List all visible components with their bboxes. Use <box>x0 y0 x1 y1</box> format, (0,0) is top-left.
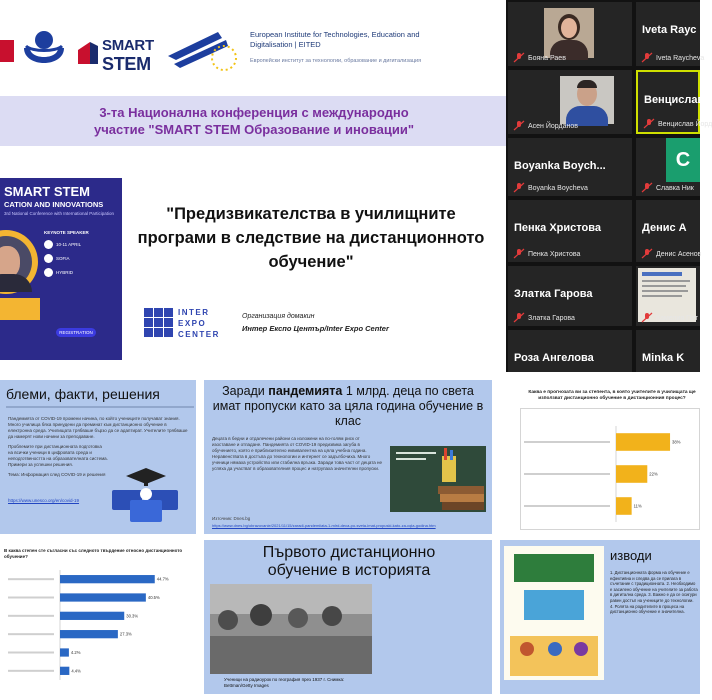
survey-question: Каква е прогнозата ви за степента, в която учителите в училищата ще използват дистанционно обучение в дистанционния процес? <box>528 390 696 401</box>
eitec-name: European Institute for Technologies, Education and Digitalisation | EITED <box>250 30 420 49</box>
poster-title: SMART STEM <box>4 184 90 199</box>
hair <box>577 80 597 88</box>
doc-line <box>642 280 690 282</box>
agreement-bar-chart <box>4 566 192 690</box>
slide-paragraph: Тема: Информация след COVID-19 и решения <box>8 472 106 477</box>
book <box>440 494 484 502</box>
category-label-placeholder <box>8 633 54 635</box>
book <box>438 486 484 494</box>
bar-value-label: 40.5% <box>147 595 160 600</box>
slide-body: Децата в бедни и отдалечени райони са изложени на по-голям риск от изоставане и отпадане. Пандемията от COVID-19 предизвика загуба в обучението, която е приблизително еквивалентна на цяла учебна година. Неравенствата в достъпа до технологии и интернет се задълбочиха. Много ученици нямаха устройство или стабилна връзка. Заради това част от децата не успяха да участват в образователния процес и натрупаха значителни пропуски. <box>212 436 383 471</box>
bar-value-label: 30.3% <box>126 613 139 619</box>
bar <box>60 612 124 620</box>
bar-value-label: 11% <box>633 503 642 509</box>
mic-muted-icon <box>644 119 654 128</box>
participant-name: Асен Йорданов <box>528 123 578 130</box>
inter-expo-logo <box>144 306 222 342</box>
slide-problems-facts-solutions <box>0 380 196 534</box>
mic-muted-icon <box>642 183 652 192</box>
participant-name: Златка Гарова <box>528 315 575 322</box>
category-label-placeholder <box>524 473 610 475</box>
slide-first-distance-learning <box>204 540 492 694</box>
conference-title-line1: 3-та Национална конференция с международно <box>99 105 409 120</box>
slide-paragraph: Пандемията от COVID-19 промени начина, по който учениците получават знания. Много училища бяха принудени да преминат към дистанционно обучение в електронна среда. Училищата трябваше бързо да се адаптират. Учителите трябваше да намерят нови начини за преподаване. <box>8 416 188 439</box>
location-icon <box>44 254 53 263</box>
mic-muted-icon <box>642 53 652 62</box>
participant-tile-active-speaker[interactable] <box>636 70 712 134</box>
slide-title: блеми, факти, решения <box>6 386 160 402</box>
mic-muted-icon <box>514 313 524 322</box>
category-label-placeholder <box>8 670 54 672</box>
slide-pandemic <box>204 380 492 534</box>
participant-display-name: Minka K <box>642 352 685 364</box>
conference-title-line2: участие "SMART STEM Образование и иновации" <box>93 122 415 137</box>
chalk-line <box>396 458 426 460</box>
photo-table <box>210 636 372 674</box>
chalk-line <box>396 452 436 454</box>
bar <box>60 593 146 601</box>
cartoon-pupil <box>548 642 562 656</box>
participant-name: Iveta Raycheva <box>656 55 705 62</box>
survey-question: В каква степен сте съгласни със следното твърдение относно дистанционното обучение? <box>4 548 183 559</box>
classroom-cartoon <box>504 546 604 680</box>
category-label-placeholder <box>524 441 610 443</box>
inter-expo-word: CENTER <box>178 330 220 339</box>
poster-tagline: 3rd National Conference with International Participation <box>4 211 115 216</box>
slide-link[interactable]: https://www.unesco.org/en/covid-19 <box>8 498 80 503</box>
photo-caption: Ученици на радиоурок по география през 1937 г. Снимка: Bettman/Getty Images <box>224 677 345 688</box>
university-logo-icon <box>22 26 66 74</box>
smart-stem-logo <box>78 34 154 74</box>
bar-value-label: 4.4% <box>71 668 81 674</box>
inter-expo-word: INTER <box>178 308 210 317</box>
logo-row <box>0 22 508 82</box>
slide-title <box>212 384 484 429</box>
slide-body: 1. Дистанционната форма на обучение е ефективна и следва да се прилага в съчетание с традиционната. 2. Необходимо е засилено обучение на учителите за работа в дигитална среда. 3. Важно е да се осигури равен достъп на учениците до технологии. 4. Ролята на родителите в процеса на дистанционно обучение е значителна. <box>610 570 698 615</box>
participant-avatar-initial: С <box>666 138 700 182</box>
bar <box>616 433 670 451</box>
cartoon-pupil <box>520 642 534 656</box>
slide-survey-forecast <box>500 380 700 534</box>
participant-tile[interactable] <box>508 2 632 66</box>
video-call-gallery <box>506 0 712 372</box>
participant-display-name: Златка Гарова <box>514 288 593 300</box>
participant-display-name: Пенка Христова <box>514 222 601 234</box>
participant-name: Boyanka Boycheva <box>528 185 588 192</box>
conference-title <box>0 104 508 138</box>
inter-expo-grid-icon <box>144 308 174 338</box>
book <box>442 502 484 510</box>
doc-heading <box>642 272 682 276</box>
talk-title: "Предизвикателства в училищните програми в следствие на дистанционното обучение" <box>137 205 485 271</box>
cartoon-board <box>514 554 594 582</box>
historical-photo <box>210 584 372 674</box>
cartoon-pupil <box>574 642 588 656</box>
host-org-label: Организация домакин <box>242 313 315 320</box>
bar-value-label: 27.3% <box>119 631 132 637</box>
slide-title: изводи <box>610 548 652 563</box>
poster-item: SOFIA <box>56 256 70 261</box>
poster-keynote: KEYNOTE SPEAKER <box>44 230 89 235</box>
forecast-bar-chart <box>520 420 700 528</box>
doc-line <box>642 285 686 287</box>
participant-name: Славка Ник <box>656 185 694 192</box>
slide-conclusions <box>500 540 700 694</box>
participant-tile[interactable] <box>508 200 632 262</box>
bar <box>60 667 69 675</box>
bar <box>60 648 69 656</box>
smart-stem-mark-icon <box>78 40 98 66</box>
mic-muted-icon <box>642 249 652 258</box>
participant-video <box>560 76 614 124</box>
cartoon-screen <box>524 590 584 620</box>
inter-expo-word: EXPO <box>178 319 207 328</box>
smart-stem-word-1: SMART <box>102 37 154 54</box>
category-label-placeholder <box>524 505 610 507</box>
child-figure <box>322 606 342 626</box>
bar <box>616 465 647 483</box>
participant-name: Пенка Христова <box>528 251 581 258</box>
mic-muted-icon <box>514 249 524 258</box>
category-label-placeholder <box>8 578 54 580</box>
participant-tile[interactable] <box>508 266 632 326</box>
category-label-placeholder <box>8 597 54 599</box>
participant-display-name: Boyanka Boych... <box>514 160 606 172</box>
participant-tile[interactable] <box>636 330 700 372</box>
participant-video <box>544 8 594 58</box>
format-icon <box>44 268 53 277</box>
poster-register-button: REGISTRATION <box>56 328 96 337</box>
slide-source: Източник: Dnes.bg <box>212 516 251 521</box>
participant-name: Денис Асенов <box>656 251 702 258</box>
child-figure <box>218 610 238 630</box>
participant-name: Камелия Пет <box>656 315 699 322</box>
participant-tile[interactable] <box>508 70 632 134</box>
mic-muted-icon <box>642 313 652 322</box>
category-label-placeholder <box>8 652 54 654</box>
participant-display-name: Денис А <box>642 222 687 234</box>
bar <box>60 630 118 638</box>
mic-muted-icon <box>514 183 524 192</box>
eitec-logo-icon <box>166 26 246 74</box>
participant-tile[interactable] <box>508 138 632 196</box>
conference-slide <box>0 0 508 372</box>
slide-title-emphasis: пандемията <box>268 384 343 398</box>
participant-name: Венцислав Йорд <box>658 121 712 128</box>
participant-tile[interactable] <box>636 2 705 66</box>
bar-value-label: 22% <box>649 471 658 477</box>
smart-stem-word-2: STEM <box>102 54 151 74</box>
pencil <box>444 448 447 460</box>
participant-tile[interactable] <box>636 200 700 262</box>
poster-subtitle: CATION AND INNOVATIONS <box>4 200 104 209</box>
participant-display-name: Роза Ангелова <box>514 352 594 364</box>
slide-title-part: Заради <box>222 384 269 398</box>
participant-display-name: Iveta Rayc <box>642 24 697 36</box>
pencil <box>450 450 453 460</box>
doc-line <box>642 290 688 292</box>
eitec-subtitle: Европейски институт за технологии, образование и дигитализация <box>250 58 422 64</box>
mic-muted-icon <box>514 121 524 130</box>
chalkboard-image <box>390 446 486 512</box>
slide-title-part: 1 млрд. деца по света имат пропуски като за цяла година обучение в клас <box>212 384 484 428</box>
bar <box>60 575 155 583</box>
date-icon <box>44 240 53 249</box>
participant-name: Бояна Раев <box>528 55 566 62</box>
participant-tile[interactable] <box>636 266 700 326</box>
slide-paragraph: Проблемите при дистанционната подготовка на всички ученици в цифровата среда и неподготвеността на образователната система. Примери за успешни решения. <box>8 444 108 467</box>
bar-value-label: 4.2% <box>70 650 81 655</box>
participant-display-name: Венцислав <box>644 94 705 106</box>
category-label-placeholder <box>8 615 54 617</box>
flag-logo <box>0 40 14 62</box>
title-underline <box>6 406 194 408</box>
bar <box>616 497 632 515</box>
mic-muted-icon <box>514 53 524 62</box>
cloud-learning-icon <box>104 464 188 526</box>
slide-link[interactable]: https://www.dnes.bg/obrazovanie/2021/11/15/zaradi-pandemiiata-1-mlrd-deca-po-sveta-imat-propuski-kato-za-cqla-godina.htm <box>212 523 436 528</box>
bar-value-label: 38% <box>672 439 681 445</box>
slide-title: Първото дистанционно обучение в историята <box>262 544 436 579</box>
face <box>561 18 577 38</box>
poster-item: 10-11 APRIL <box>56 242 82 247</box>
conference-poster <box>0 178 122 360</box>
child-figure <box>288 608 308 628</box>
speaker-name-strip <box>0 298 40 320</box>
slide-survey-agreement <box>0 540 196 694</box>
doc-line <box>642 295 682 297</box>
poster-item: HYBRID <box>56 270 74 275</box>
host-org-name: Интер Експо Център/Inter Expo Center <box>242 324 389 333</box>
child-figure <box>250 604 272 626</box>
participant-tile[interactable] <box>508 330 632 372</box>
bar-value-label: 44.7% <box>156 576 169 582</box>
